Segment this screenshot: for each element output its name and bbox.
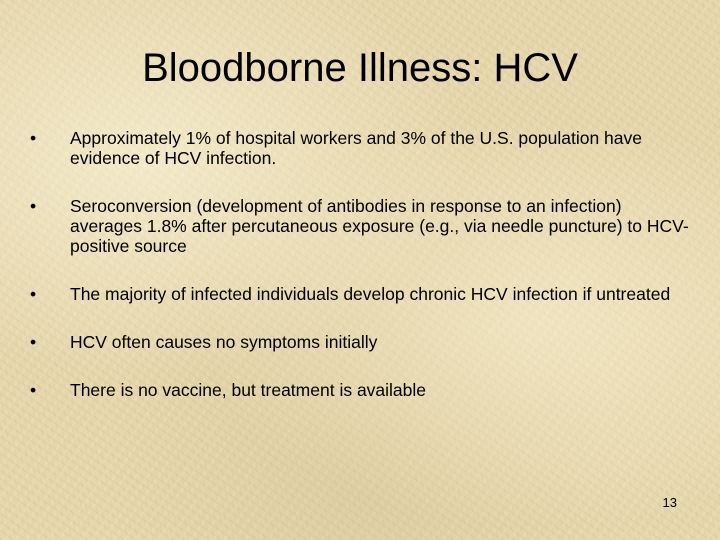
- bullet-item: [30, 380, 690, 400]
- bullet-marker: •: [30, 196, 37, 216]
- bullet-text: The majority of infected individuals develop chronic HCV infection if untreated: [70, 284, 671, 304]
- bullet-list: [30, 128, 690, 428]
- bullet-text: Approximately 1% of hospital workers and 3% of the U.S. population have evidence of HCV infection.: [70, 128, 642, 168]
- bullet-marker: •: [30, 380, 37, 400]
- bullet-item: [30, 284, 690, 304]
- bullet-text: HCV often causes no symptoms initially: [70, 332, 378, 352]
- slide-number: 13: [662, 495, 677, 510]
- bullet-marker: •: [30, 128, 37, 148]
- bullet-text: There is no vaccine, but treatment is available: [70, 380, 427, 400]
- bullet-item: [30, 332, 690, 352]
- bullet-item: [30, 128, 690, 168]
- bullet-marker: •: [30, 332, 37, 352]
- bullet-marker: •: [30, 284, 37, 304]
- bullet-item: [30, 196, 690, 256]
- bullet-text: Seroconversion (development of antibodies in response to an infection) averages 1.8% after percutaneous exposure (e.g., via needle puncture) to HCV-positive source: [70, 196, 689, 256]
- slide-title: Bloodborne Illness: HCV: [142, 46, 578, 90]
